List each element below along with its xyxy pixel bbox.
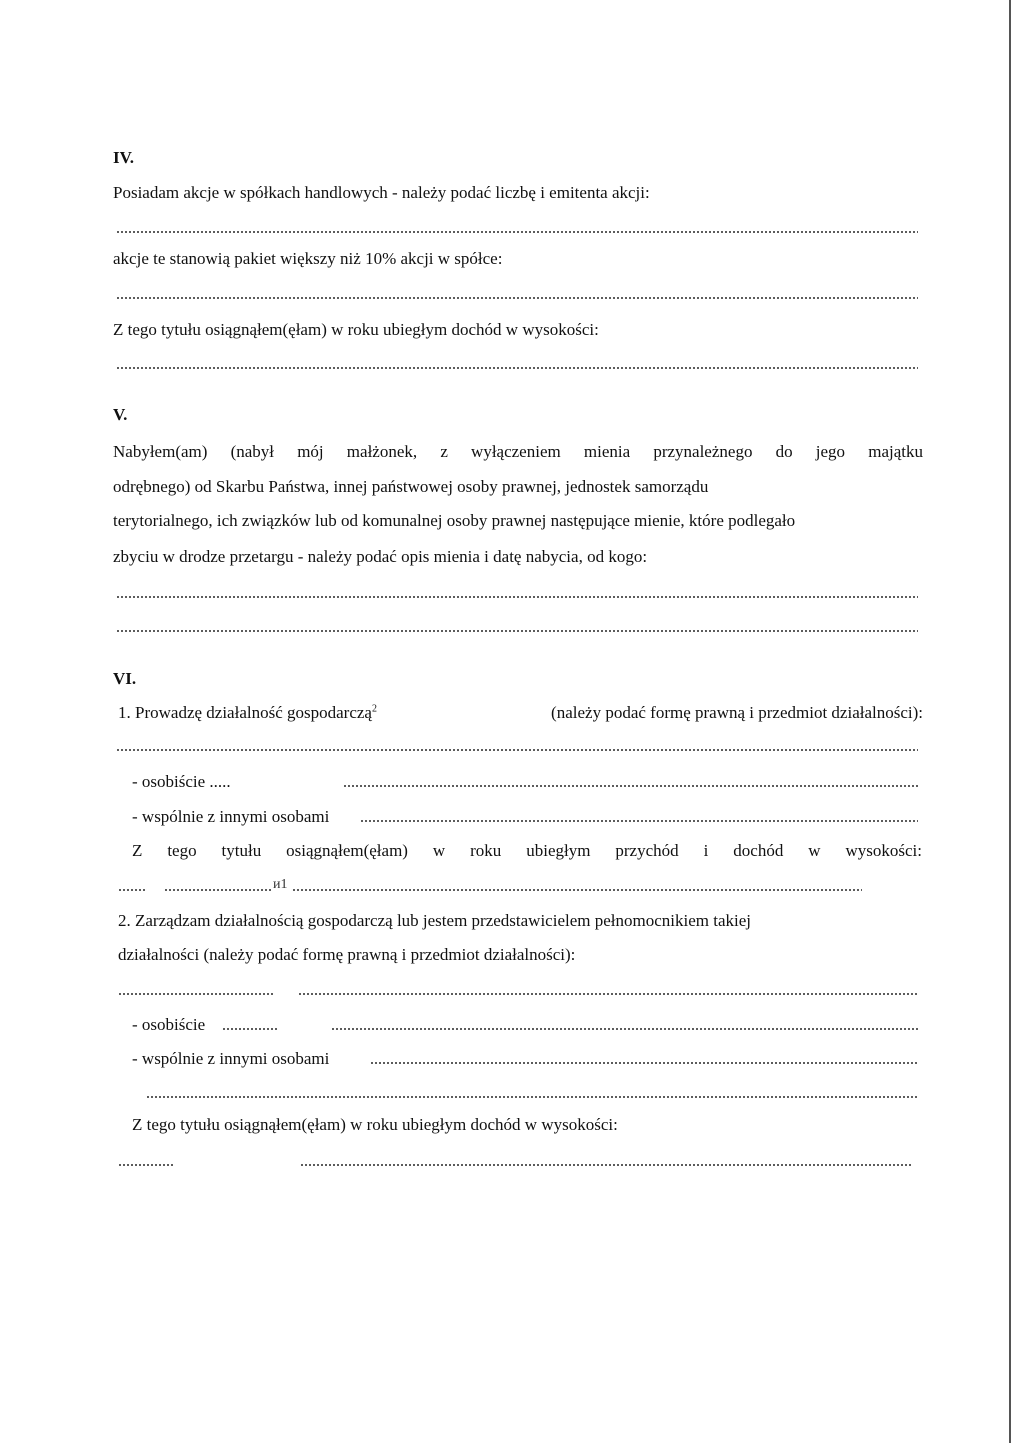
management-answer-line-a[interactable] <box>118 993 273 995</box>
management-personal-answer-line-a[interactable] <box>222 1028 277 1030</box>
handwritten-mark: ᴎ1 <box>273 877 288 892</box>
business-activity-answer-line[interactable] <box>116 749 918 751</box>
acquisition-text-line-3: terytorialnego, ich związków lub od komunalnej osoby prawnej następujące mienie, które podlegało <box>113 511 796 530</box>
business-income-statement: Z tego tytułu osiągnąłem(ęłam) w roku ubiegłym przychód i dochód w wysokości: <box>132 841 922 860</box>
section-v-heading: V. <box>113 405 128 424</box>
shares-packet-answer-line[interactable] <box>116 297 918 299</box>
business-personal-answer-line[interactable] <box>343 785 918 787</box>
acquisition-answer-line-1[interactable] <box>116 596 918 598</box>
business-activity-instruction: (należy podać formę prawną i przedmiot działalności): <box>551 703 923 722</box>
management-statement-line-2: działalności (należy podać formę prawną i przedmiot działalności): <box>118 945 576 964</box>
shares-answer-line[interactable] <box>116 231 918 233</box>
shares-income-statement: Z tego tytułu osiągnąłem(ęłam) w roku ubiegłym dochód w wysokości: <box>113 320 599 339</box>
acquisition-answer-line-2[interactable] <box>116 630 918 632</box>
business-income-answer-line-b[interactable] <box>164 889 272 891</box>
management-joint-answer-line[interactable] <box>370 1062 918 1064</box>
acquisition-text-line-1: Nabyłem(am) (nabył mój małżonek, z wyłączeniem mienia przynależnego do jego majątku <box>113 442 923 461</box>
business-personal-label: - osobiście ..... <box>132 772 231 791</box>
acquisition-text-line-2: odrębnego) od Skarbu Państwa, innej państwowej osoby prawnej, jednostek samorządu <box>113 477 709 496</box>
management-personal-label: - osobiście <box>132 1015 206 1034</box>
business-activity-statement <box>118 702 923 724</box>
management-personal-answer-line-b[interactable] <box>331 1028 918 1030</box>
management-income-answer-line-a[interactable] <box>118 1164 173 1166</box>
management-extra-answer-line[interactable] <box>146 1096 918 1098</box>
management-statement-line-1: 2. Zarządzam działalnością gospodarczą lub jestem przedstawicielem pełnomocnikiem takiej <box>118 911 751 930</box>
section-vi-heading: VI. <box>113 669 137 688</box>
management-income-statement: Z tego tytułu osiągnąłem(ęłam) w roku ubiegłym dochód w wysokości: <box>132 1115 618 1134</box>
business-income-answer-line-c[interactable] <box>292 889 862 891</box>
management-answer-line-b[interactable] <box>298 993 918 995</box>
management-income-answer-line-b[interactable] <box>300 1164 912 1166</box>
shares-statement: Posiadam akcje w spółkach handlowych - należy podać liczbę i emitenta akcji: <box>113 183 650 202</box>
acquisition-text-line-4: zbyciu w drodze przetargu - należy podać opis mienia i datę nabycia, od kogo: <box>113 547 648 566</box>
scan-edge-line <box>1009 0 1011 1443</box>
business-activity-label: 1. Prowadzę działalność gospodarczą <box>118 703 372 722</box>
shares-packet-statement: akcje te stanowią pakiet większy niż 10% akcji w spółce: <box>113 249 503 268</box>
business-income-answer-line-a[interactable] <box>118 889 146 891</box>
business-joint-label: - wspólnie z innymi osobami <box>132 807 330 826</box>
footnote-ref: 2 <box>371 703 377 715</box>
section-iv-heading: IV. <box>113 148 134 167</box>
management-joint-label: - wspólnie z innymi osobami <box>132 1049 330 1068</box>
business-joint-answer-line[interactable] <box>360 820 918 822</box>
shares-income-answer-line[interactable] <box>116 367 918 369</box>
